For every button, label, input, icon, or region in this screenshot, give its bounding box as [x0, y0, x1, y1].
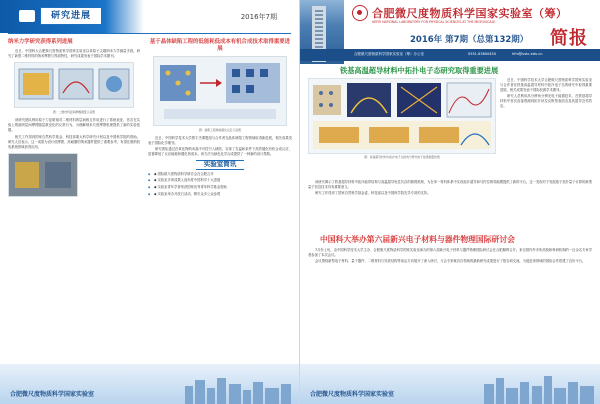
figure-caption: 图：二维材料层间摩擦测量示意图	[53, 110, 95, 115]
article-figure	[153, 56, 287, 126]
article-paragraph: 近日，中国科大合肥微尺度物质科学国家实验室以单原子尖端纳米力学测量手段，研究了新型二维材料的纳米摩擦与界面特性，研究成果发表于国际学术期刊。	[8, 49, 140, 59]
issue-date: 2016年7期	[240, 13, 277, 21]
lab-logo-icon	[352, 5, 368, 21]
article-paragraph: 研究工作得到了国家自然科学基金委、科技部以及中国科学院先导专项的支持。	[315, 191, 431, 196]
arpes-figure-graphic	[309, 79, 495, 153]
article-title: 基于晶体缺陷工程的低能耗低成本有机合成技术取得重要进展	[149, 39, 291, 52]
article-paragraph: 会议围绕新型电子材料、量子器件、二维材料与异质结构等前沿方向展开了深入研讨，与会专家就各自领域的最新研究成果进行了报告和交流，为促进该领域的国际合作搭建了良好平台。	[315, 259, 586, 264]
article-paragraph: 近日，中国科学技术大学合肥微尺度物质科学国家实验室与合作者在铁基高温超导材料中拓扑电子态的研究中取得重要进展，相关成果发表于国际权威学术期刊。	[500, 78, 592, 93]
issue-number-title: 2016年 第7期（总第132期）	[410, 35, 529, 45]
article-paragraph: 研究团队通过在氧化物纳米晶中可控引入缺陷，实现了在温和条件下高效催化有机合成反应，显著降低了反应能耗和催化剂成本。该方法为绿色化学合成提供了一种新的设计思路。	[148, 147, 292, 157]
article-paragraph: 相关工作得到国家自然科学基金、科技部重大科学研究计划以及中国科学院的资助。研究人员表示，这一成果为设计低摩擦、高耐磨的纳米器件提供了重要参考，有望在微纳机电系统领域获得应用。	[8, 134, 140, 150]
defect-engineering-figure-graphic	[154, 57, 286, 125]
article-paragraph: 该研究揭示了铁基超导材料中拓扑能带结构与高温超导电性共存的微观机制，为在单一材料体系中实现拓扑超导和马约拉纳零能模提供了新的平台。这一发现对于发展基于拓扑量子计算的新型量子信息技术具有重要意义。	[308, 180, 592, 190]
header-rule	[8, 33, 291, 34]
brief-title: 简报	[550, 28, 588, 49]
publisher-phone: 0551-63600450	[468, 52, 496, 56]
article-figure	[308, 78, 496, 154]
city-skyline-graphic	[179, 374, 299, 404]
left-column-b	[148, 38, 292, 364]
footer-lab-name: 合肥微尺度物质科学国家实验室	[310, 391, 395, 398]
news-item[interactable]: ◆ ◆ 实验室青年学者荣获国家优秀青年科学基金资助	[148, 185, 292, 190]
lab-name-chinese: 合肥微尺度物质科学国家实验室（筹）	[372, 7, 568, 20]
left-footer	[0, 364, 299, 404]
figure-caption: 图：铁基超导材料中拓扑电子态的角分辨光电子能谱测量结果	[364, 155, 440, 159]
right-page	[300, 0, 600, 404]
publisher-email[interactable]: hfnl@ustc.edu.cn	[512, 52, 543, 56]
lab-name-english: HEFEI NATIONAL LABORATORY FOR PHYSICAL SCIENCES AT THE MICROSCALE	[372, 20, 496, 24]
article-title: 铁基高温超导材料中拓扑电子态研究取得重要进展	[340, 66, 499, 75]
news-item[interactable]: ◆ ◆ 实验室多项成果入选年度中国科学十大进展	[148, 178, 292, 183]
article-title: 纳米力学研究获得系列进展	[8, 39, 73, 45]
news-section-heading	[148, 160, 292, 169]
news-item[interactable]: ◆ ◆ 实验室举办开放日活动，吸引众多公众参观	[148, 192, 292, 197]
article-figure	[14, 62, 134, 108]
article-paragraph: 研究人员利用高分辨角分辨光电子能谱技术，在铁基超导材料中首次直接观测到拓扑狄拉克锥型表面态及其超导近邻效应。	[500, 94, 592, 109]
section-label: 研究进展	[40, 7, 102, 25]
publisher-name: 合肥微尺度物质科学国家实验室（筹）办公室	[354, 52, 424, 56]
article-body	[308, 180, 592, 232]
article-paragraph: 该研究团队利用原子力显微镜对二维材料的层间相互作用进行了系统表征，首次在实验上观测到层间摩擦随层数变化的反常行为，为理解纳米尺度摩擦机理提供了新的实验依据。	[8, 118, 140, 133]
article-title: 中国科大举办第六届新兴电子材料与器件物理国际研讨会	[320, 235, 515, 244]
publisher-info-bar	[300, 49, 600, 61]
left-column-a	[8, 38, 140, 364]
article-paragraph: 近日，中国科学技术大学熊宇杰课题组与合作者在晶体缺陷工程领域取得新进展，相关成果发表于国际化学期刊。	[148, 135, 292, 145]
footer-lab-name: 合肥微尺度物质科学国家实验室	[10, 391, 95, 398]
news-heading-text: 实验室简讯	[196, 160, 245, 169]
article-paragraph: 7月份上旬，由中国科学技术大学主办、合肥微尺度物质科学国家实验室承办的第六届新兴电子材料与器件物理国际研讨会在合肥顺利召开。来自国内外多所高校和科研机构的一百余名专家学者参加了本次会议。	[308, 248, 592, 258]
city-skyline-graphic	[480, 374, 600, 404]
article-body	[308, 248, 592, 358]
newsletter-masthead	[300, 0, 600, 64]
article-figure-small	[8, 153, 78, 197]
news-list	[148, 172, 292, 197]
experiment-photo-graphic	[9, 154, 77, 196]
article-side-column	[500, 78, 592, 176]
right-footer	[300, 364, 600, 404]
nanomechanics-figure-graphic	[15, 63, 133, 107]
news-item[interactable]: ◆ ◆ 国际微尺度物质科学研讨会在合肥召开	[148, 172, 292, 177]
figure-caption: 图：缺陷工程调控催化反应示意图	[199, 128, 241, 132]
